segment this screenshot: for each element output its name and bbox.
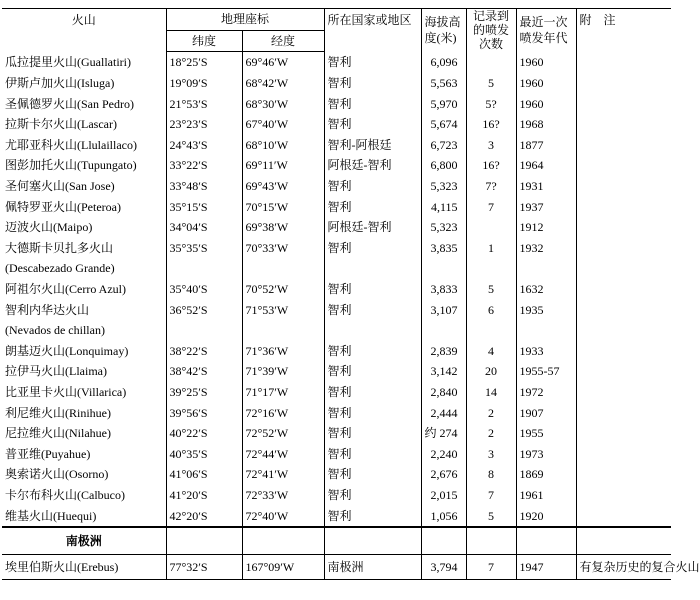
- table-row: [2, 196, 671, 217]
- longitude-cell: 71°36′W: [242, 341, 324, 362]
- altitude-cell: 2,240: [421, 443, 466, 464]
- table-row: [2, 464, 671, 485]
- volcano-name: 拉斯卡尔火山(Lascar): [5, 117, 117, 132]
- altitude-cell: 3,142: [421, 361, 466, 382]
- eruption-count-cell: 7: [466, 196, 516, 217]
- volcano-name: 大德斯卡贝扎多火山: [5, 240, 114, 255]
- country-cell: 智利: [324, 299, 421, 320]
- altitude-cell: [421, 258, 466, 279]
- longitude-cell: 167°09′W: [242, 554, 324, 579]
- region-label: 南极洲: [2, 527, 166, 555]
- latitude-cell: 36°52′S: [166, 299, 242, 320]
- latitude-cell: 77°32′S: [166, 554, 242, 579]
- country-cell: 智利: [324, 114, 421, 135]
- table-row: [2, 176, 671, 197]
- region-empty-cell: [324, 527, 421, 555]
- altitude-cell: 3,833: [421, 279, 466, 300]
- last-eruption-cell: [516, 320, 576, 341]
- altitude-cell: 5,323: [421, 217, 466, 238]
- eruption-count-cell: 14: [466, 382, 516, 403]
- note-cell: [576, 279, 671, 300]
- country-cell: 智利: [324, 196, 421, 217]
- header-eruptions: 记录到的喷发次数: [466, 9, 516, 52]
- latitude-cell: 18°25′S: [166, 52, 242, 73]
- eruption-count-cell: 2: [466, 423, 516, 444]
- eruption-count-cell: 7?: [466, 176, 516, 197]
- last-eruption-cell: [516, 258, 576, 279]
- note-cell: [576, 176, 671, 197]
- last-eruption-cell: 1935: [516, 299, 576, 320]
- last-eruption-cell: 1968: [516, 114, 576, 135]
- country-cell: [324, 320, 421, 341]
- region-empty-cell: [242, 527, 324, 555]
- country-cell: 智利: [324, 505, 421, 527]
- longitude-cell: 71°53′W: [242, 299, 324, 320]
- longitude-cell: 67°40′W: [242, 114, 324, 135]
- last-eruption-cell: 1955: [516, 423, 576, 444]
- longitude-cell: 69°46′W: [242, 52, 324, 73]
- last-eruption-cell: 1933: [516, 341, 576, 362]
- volcano-name: 卡尔布科火山(Calbuco): [5, 487, 125, 502]
- table-row: [2, 423, 671, 444]
- country-cell: 智利: [324, 279, 421, 300]
- longitude-cell: 71°39′W: [242, 361, 324, 382]
- header-longitude: 经度: [242, 30, 324, 52]
- last-eruption-cell: 1960: [516, 73, 576, 94]
- country-cell: 智利: [324, 402, 421, 423]
- table-row: [2, 402, 671, 423]
- latitude-cell: 33°22′S: [166, 155, 242, 176]
- latitude-cell: 35°35′S: [166, 238, 242, 259]
- header-notes: 附 注: [576, 9, 671, 52]
- eruption-count-cell: 3: [466, 443, 516, 464]
- table-row: [2, 554, 671, 579]
- header-volcano: 火山: [2, 9, 166, 52]
- altitude-cell: 6,723: [421, 135, 466, 156]
- eruption-count-cell: 5?: [466, 93, 516, 114]
- country-cell: 智利: [324, 423, 421, 444]
- country-cell: 阿根廷-智利: [324, 155, 421, 176]
- country-cell: [324, 258, 421, 279]
- volcano-name: 尤耶亚科火山(Llulaillaco): [5, 137, 137, 152]
- latitude-cell: 40°35′S: [166, 443, 242, 464]
- last-eruption-cell: 1961: [516, 485, 576, 506]
- note-cell: [576, 196, 671, 217]
- latitude-cell: 38°22′S: [166, 341, 242, 362]
- longitude-cell: 68°42′W: [242, 73, 324, 94]
- volcano-table: [2, 8, 700, 580]
- longitude-cell: 70°52′W: [242, 279, 324, 300]
- volcano-name: (Descabezado Grande): [5, 261, 115, 276]
- latitude-cell: [166, 258, 242, 279]
- note-cell: [576, 135, 671, 156]
- region-empty-cell: [516, 527, 576, 555]
- latitude-cell: 41°20′S: [166, 485, 242, 506]
- eruption-count-cell: 5: [466, 279, 516, 300]
- longitude-cell: 69°38′W: [242, 217, 324, 238]
- eruption-count-cell: 8: [466, 464, 516, 485]
- last-eruption-cell: 1960: [516, 93, 576, 114]
- region-row: [2, 527, 671, 555]
- latitude-cell: [166, 320, 242, 341]
- country-cell: 阿根廷-智利: [324, 217, 421, 238]
- altitude-cell: 6,096: [421, 52, 466, 73]
- last-eruption-cell: 1877: [516, 135, 576, 156]
- header-latitude: 纬度: [166, 30, 242, 52]
- country-cell: 智利: [324, 73, 421, 94]
- table-body: [2, 52, 700, 580]
- volcano-name: 普亚维(Puyahue): [5, 446, 91, 461]
- altitude-cell: 5,674: [421, 114, 466, 135]
- note-cell: [576, 114, 671, 135]
- volcano-name: 阿祖尔火山(Cerro Azul): [5, 282, 126, 297]
- last-eruption-cell: 1632: [516, 279, 576, 300]
- table-row: [2, 217, 671, 238]
- eruption-count-cell: 5: [466, 505, 516, 527]
- table-row: [2, 52, 671, 73]
- last-eruption-cell: 1972: [516, 382, 576, 403]
- latitude-cell: 39°56′S: [166, 402, 242, 423]
- volcano-name: 图彭加托火山(Tupungato): [5, 158, 137, 173]
- header-row: [2, 9, 671, 31]
- note-cell: 有复杂历史的复合火山: [576, 554, 671, 579]
- note-cell: [576, 73, 671, 94]
- altitude-cell: 5,563: [421, 73, 466, 94]
- latitude-cell: 21°53′S: [166, 93, 242, 114]
- note-cell: [576, 341, 671, 362]
- longitude-cell: 72°33′W: [242, 485, 324, 506]
- last-eruption-cell: 1973: [516, 443, 576, 464]
- region-empty-cell: [576, 527, 671, 555]
- last-eruption-cell: 1920: [516, 505, 576, 527]
- eruption-count-cell: 6: [466, 299, 516, 320]
- volcano-name: 迈波火山(Maipo): [5, 220, 93, 235]
- longitude-cell: 69°43′W: [242, 176, 324, 197]
- eruption-count-cell: [466, 52, 516, 73]
- last-eruption-cell: 1869: [516, 464, 576, 485]
- note-cell: [576, 485, 671, 506]
- note-cell: [576, 93, 671, 114]
- header-last-eruption: 最近一次喷发年代: [516, 9, 576, 52]
- volcano-name: 比亚里卡火山(Villarica): [5, 384, 127, 399]
- eruption-count-cell: 3: [466, 135, 516, 156]
- altitude-cell: 2,839: [421, 341, 466, 362]
- table-row: [2, 382, 671, 403]
- table-row: [2, 73, 671, 94]
- latitude-cell: 23°23′S: [166, 114, 242, 135]
- volcano-name: 智利内华达火山: [5, 302, 90, 317]
- header-country: 所在国家或地区: [324, 9, 421, 52]
- latitude-cell: 39°25′S: [166, 382, 242, 403]
- note-cell: [576, 443, 671, 464]
- last-eruption-cell: 1947: [516, 554, 576, 579]
- latitude-cell: 35°15′S: [166, 196, 242, 217]
- note-cell: [576, 217, 671, 238]
- volcano-name: 瓜拉提里火山(Guallatiri): [5, 55, 131, 70]
- longitude-cell: [242, 320, 324, 341]
- country-cell: 智利: [324, 341, 421, 362]
- latitude-cell: 33°48′S: [166, 176, 242, 197]
- note-cell: [576, 299, 671, 320]
- altitude-cell: 3,107: [421, 299, 466, 320]
- longitude-cell: 68°30′W: [242, 93, 324, 114]
- country-cell: 智利: [324, 361, 421, 382]
- region-empty-cell: [421, 527, 466, 555]
- country-cell: 智利: [324, 176, 421, 197]
- altitude-cell: 1,056: [421, 505, 466, 527]
- altitude-cell: 约 274: [421, 423, 466, 444]
- longitude-cell: 72°44′W: [242, 443, 324, 464]
- country-cell: 南极洲: [324, 554, 421, 579]
- eruption-count-cell: 7: [466, 485, 516, 506]
- note-cell: [576, 464, 671, 485]
- note-cell: [576, 361, 671, 382]
- country-cell: 智利: [324, 464, 421, 485]
- altitude-cell: 3,835: [421, 238, 466, 259]
- table-row: [2, 341, 671, 362]
- altitude-cell: [421, 320, 466, 341]
- country-cell: 智利: [324, 52, 421, 73]
- eruption-count-cell: [466, 258, 516, 279]
- table-row: [2, 279, 671, 300]
- latitude-cell: 42°20′S: [166, 505, 242, 527]
- table-row: [2, 320, 671, 341]
- longitude-cell: 70°33′W: [242, 238, 324, 259]
- longitude-cell: 72°16′W: [242, 402, 324, 423]
- table-row: [2, 299, 671, 320]
- longitude-cell: 72°40′W: [242, 505, 324, 527]
- latitude-cell: 34°04′S: [166, 217, 242, 238]
- note-cell: [576, 258, 671, 279]
- altitude-cell: 2,444: [421, 402, 466, 423]
- volcano-name: (Nevados de chillan): [5, 323, 105, 338]
- country-cell: 智利: [324, 485, 421, 506]
- longitude-cell: 72°52′W: [242, 423, 324, 444]
- volcano-name: 圣佩德罗火山(San Pedro): [5, 96, 134, 111]
- altitude-cell: 2,840: [421, 382, 466, 403]
- note-cell: [576, 320, 671, 341]
- note-cell: [576, 382, 671, 403]
- volcano-name: 埃里伯斯火山(Erebus): [2, 554, 166, 579]
- longitude-cell: 68°10′W: [242, 135, 324, 156]
- note-cell: [576, 505, 671, 527]
- note-cell: [576, 52, 671, 73]
- note-cell: [576, 238, 671, 259]
- latitude-cell: 19°09′S: [166, 73, 242, 94]
- table-row: [2, 93, 671, 114]
- eruption-count-cell: 1: [466, 238, 516, 259]
- last-eruption-cell: 1931: [516, 176, 576, 197]
- country-cell: 智利: [324, 238, 421, 259]
- longitude-cell: 69°11′W: [242, 155, 324, 176]
- table-row: [2, 114, 671, 135]
- volcano-name: 维基火山(Huequi): [5, 508, 97, 523]
- volcano-name: 伊斯卢加火山(Isluga): [5, 76, 115, 91]
- latitude-cell: 40°22′S: [166, 423, 242, 444]
- note-cell: [576, 423, 671, 444]
- eruption-count-cell: 16?: [466, 155, 516, 176]
- altitude-cell: 5,323: [421, 176, 466, 197]
- note-cell: [576, 402, 671, 423]
- eruption-count-cell: 4: [466, 341, 516, 362]
- longitude-cell: 72°41′W: [242, 464, 324, 485]
- region-empty-cell: [466, 527, 516, 555]
- table-row: [2, 485, 671, 506]
- latitude-cell: 41°06′S: [166, 464, 242, 485]
- table-row: [2, 238, 671, 259]
- altitude-cell: 2,015: [421, 485, 466, 506]
- last-eruption-cell: 1932: [516, 238, 576, 259]
- last-eruption-cell: 1912: [516, 217, 576, 238]
- table-row: [2, 155, 671, 176]
- latitude-cell: 35°40′S: [166, 279, 242, 300]
- altitude-cell: 4,115: [421, 196, 466, 217]
- altitude-cell: 6,800: [421, 155, 466, 176]
- altitude-cell: 2,676: [421, 464, 466, 485]
- volcano-name: 尼拉维火山(Nilahue): [5, 426, 111, 441]
- last-eruption-cell: 1960: [516, 52, 576, 73]
- header-altitude: 海拔高度(米): [421, 9, 466, 52]
- eruption-count-cell: [466, 320, 516, 341]
- volcano-name: 圣何塞火山(San Jose): [5, 179, 115, 194]
- longitude-cell: 70°15′W: [242, 196, 324, 217]
- last-eruption-cell: 1964: [516, 155, 576, 176]
- country-cell: 智利: [324, 443, 421, 464]
- table-row: [2, 258, 671, 279]
- note-cell: [576, 155, 671, 176]
- last-eruption-cell: 1937: [516, 196, 576, 217]
- header-coords: 地理座标: [166, 9, 324, 31]
- eruption-count-cell: 7: [466, 554, 516, 579]
- eruption-count-cell: 16?: [466, 114, 516, 135]
- latitude-cell: 38°42′S: [166, 361, 242, 382]
- region-empty-cell: [166, 527, 242, 555]
- country-cell: 智利: [324, 93, 421, 114]
- latitude-cell: 24°43′S: [166, 135, 242, 156]
- altitude-cell: 3,794: [421, 554, 466, 579]
- last-eruption-cell: 1955-57: [516, 361, 576, 382]
- longitude-cell: 71°17′W: [242, 382, 324, 403]
- country-cell: 智利-阿根廷: [324, 135, 421, 156]
- table-row: [2, 505, 671, 527]
- country-cell: 智利: [324, 382, 421, 403]
- volcano-name: 奥索诺火山(Osorno): [5, 467, 109, 482]
- last-eruption-cell: 1907: [516, 402, 576, 423]
- volcano-name: 拉伊马火山(Llaima): [5, 364, 107, 379]
- table-row: [2, 361, 671, 382]
- eruption-count-cell: 20: [466, 361, 516, 382]
- longitude-cell: [242, 258, 324, 279]
- eruption-count-cell: [466, 217, 516, 238]
- altitude-cell: 5,970: [421, 93, 466, 114]
- volcano-name: 利尼维火山(Rinihue): [5, 405, 111, 420]
- volcano-name: 佩特罗亚火山(Peteroa): [5, 199, 121, 214]
- eruption-count-cell: 2: [466, 402, 516, 423]
- table-row: [2, 135, 671, 156]
- eruption-count-cell: 5: [466, 73, 516, 94]
- volcano-name: 朗基迈火山(Lonquimay): [5, 343, 129, 358]
- table-row: [2, 443, 671, 464]
